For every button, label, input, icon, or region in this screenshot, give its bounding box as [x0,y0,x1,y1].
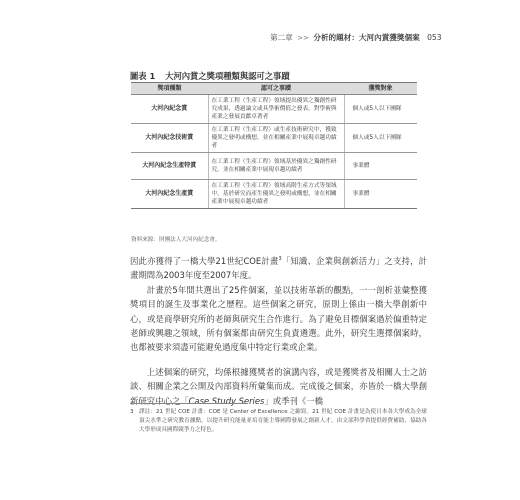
table-header-row [131,83,417,95]
paragraph-text: 」或季刊《一橋 [264,395,324,406]
footnote-text: 譯註：21 世紀 COE 計畫：COE 是 Center of Excellence 之縮寫。21 世紀 COE 計畫是為使日本各大學成為全球頂尖水準之研究教育據點，以提升研究能量並培育能主導國際發展之創新人才，由文部科學省提供經費補助，協助各大學形成具國際競爭力之特色。 [139,409,427,433]
award-name: 大河內紀念生產特賞 [131,153,208,180]
footnote-ref: 3 [278,256,282,263]
table-source-note: 資料來源：財團法人大河內紀念會。 [131,237,221,243]
award-target: 事業體 [344,180,417,209]
table-caption-text: 大河內賞之獎項種類與認可之事蹟 [165,71,290,81]
award-criteria: 在工業工程（生產工程）領域高階生產方式等領域中，基於研究而產生優異之發明或構想，並在相關產業中展現卓越功績者 [208,180,344,209]
award-name: 大河內紀念技術賞 [131,124,208,153]
award-table [131,82,417,209]
paragraph [130,365,427,408]
award-target: 個人或5人以下團隊 [344,95,417,124]
footnote [130,408,427,435]
award-criteria: 在工業工程（生產工程）領域基於優異之獨創性研究，並在相關產業中展現卓越功績者 [208,153,344,180]
award-target: 事業體 [344,153,417,180]
body-text [130,254,427,408]
footnote-divider [130,403,248,404]
award-criteria: 在工業工程（生產工程）或生產技術研究中，獲致優異之發明或構想，並在相關產業中展現卓越功績者 [208,124,344,153]
column-header-criteria: 認可之事蹟 [208,83,344,95]
column-header-target: 獲獎對象 [344,83,417,95]
table-caption [130,70,290,82]
paragraph [130,254,427,283]
column-header-award: 獎項種類 [131,83,208,95]
table-row [131,95,417,124]
paragraph-text: 上述個案的研究，均係根據獲獎者的演講內容，或是獲獎者及相關人士之訪談、相關企業之公開及內部資料所彙集而成。完成後之個案，亦皆於一橋大學創新研究中心之「 [130,366,427,406]
award-name: 大河內紀念賞 [131,95,208,124]
award-target: 個人或5人以下團隊 [344,124,417,153]
page-number: 053 [427,33,442,42]
paragraph: 計畫於5年間共選出了25件個案，並以技術革新的觀點，一一剖析並彙整獲獎項目的誕生及事業化之歷程。這些個案之研究，原則上係由一橋大學創新中心，或是商學研究所的老師與研究生合作進行。為了避免目標個案過於偏重特定老師或興趣之領域，所有個案都由研究生負責遴選。此外，研究生選擇個案時，也都被要求須盡可能避免過度集中特定行業或企業。 [130,284,427,353]
award-criteria: 在工業工程（生產工程）領域提出優異之獨創性研究成果，透過論文或具學術價值之發表，對學術與產業之發展貢獻卓著者 [208,95,344,124]
table-row [131,180,417,209]
series-title: Case Study Series [188,395,265,406]
paragraph-text: 因此亦獲得了一橋大學21世紀COE計畫 [130,256,279,266]
double-chevron-icon: >> [297,34,309,42]
running-header [270,31,460,45]
table-row [131,153,417,180]
award-name: 大河內紀念生產賞 [131,180,208,209]
chapter-label: 第二章 [270,33,293,42]
table-caption-number: 圖表 1 [130,71,156,81]
footnote-number: 3 [130,409,134,415]
table-row [131,124,417,153]
paragraph-text: 「知識、企業與創新活力」之支持，計畫期間為2003年度至2007年度。 [130,256,428,281]
chapter-title: 分析的題材：大河內賞獲獎個案 [313,33,420,42]
